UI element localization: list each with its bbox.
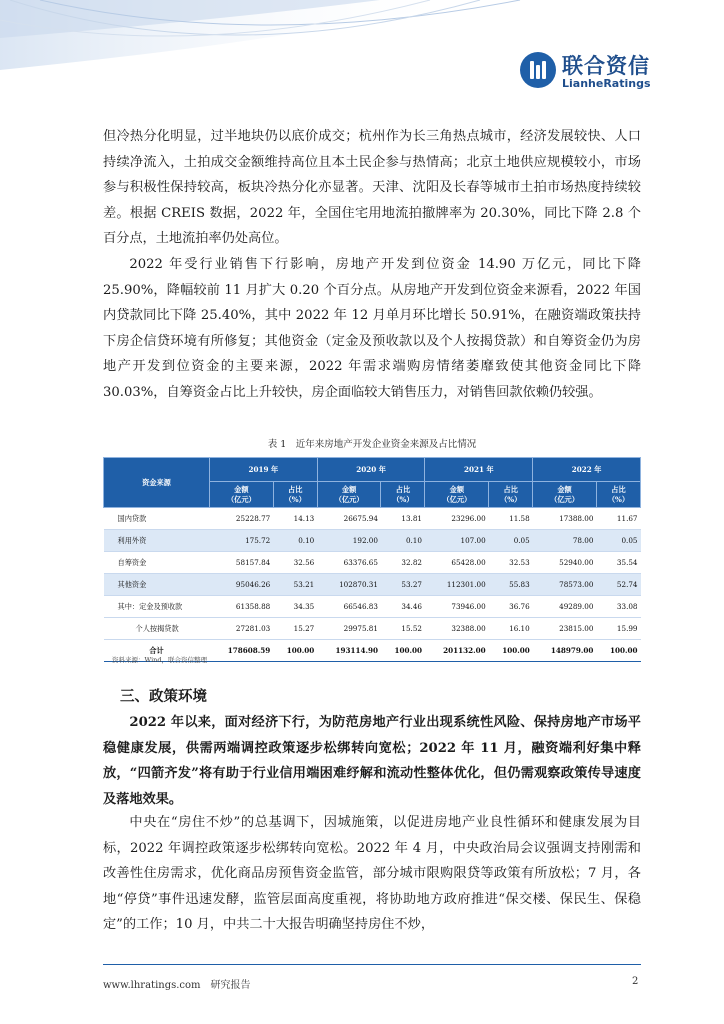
col-header-year: 2022 年 — [533, 458, 641, 482]
table-source-note: 资料来源：Wind，联合资信整理 — [112, 656, 207, 664]
total-share-cell: 100.00 — [489, 640, 533, 662]
share-cell: 35.54 — [596, 552, 640, 574]
amount-cell: 112301.00 — [425, 574, 489, 596]
amount-cell: 63376.65 — [317, 552, 381, 574]
paragraph-1: 但冷热分化明显，过半地块仍以底价成交；杭州作为长三角热点城市，经济发展较快、人口持续净流入，土拍成交金额维持高位且本土民企参与热情高；北京土地供应规模较小，市场参与积极性保持较高，板块冷热分化亦显著。天津、沈阳及长春等城市土拍市场热度持续较差。根据 CREIS 数据，2022 年，全国住宅用地流拍撤牌率为 20.30%，同比下降 2.8 个百分点，土地流拍率仍处高位。 — [103, 129, 641, 247]
amount-cell: 25228.77 — [210, 508, 274, 530]
funding-source-table — [103, 457, 641, 662]
amount-cell: 49289.00 — [533, 596, 597, 618]
share-cell: 34.35 — [273, 596, 317, 618]
table-row — [104, 596, 641, 618]
amount-cell: 61358.88 — [210, 596, 274, 618]
table-row — [104, 574, 641, 596]
row-label: 其中：定金及预收款 — [104, 596, 210, 618]
col-header-source: 资金来源 — [104, 458, 210, 508]
amount-cell: 66546.83 — [317, 596, 381, 618]
amount-cell: 78573.00 — [533, 574, 597, 596]
share-cell: 34.46 — [381, 596, 425, 618]
amount-cell: 175.72 — [210, 530, 274, 552]
table-row — [104, 618, 641, 640]
share-cell: 0.10 — [381, 530, 425, 552]
share-cell: 13.81 — [381, 508, 425, 530]
total-share-cell: 100.00 — [381, 640, 425, 662]
col-header-year: 2020 年 — [317, 458, 425, 482]
amount-cell: 102870.31 — [317, 574, 381, 596]
amount-cell: 29975.81 — [317, 618, 381, 640]
amount-cell: 95046.26 — [210, 574, 274, 596]
share-cell: 32.56 — [273, 552, 317, 574]
share-cell: 16.10 — [489, 618, 533, 640]
table-caption: 表 1 近年来房地产开发企业资金来源及占比情况 — [267, 439, 477, 450]
share-cell: 15.52 — [381, 618, 425, 640]
col-header-year: 2021 年 — [425, 458, 533, 482]
total-label: 合计 — [104, 640, 210, 662]
page-number: 2 — [632, 976, 639, 987]
amount-cell: 78.00 — [533, 530, 597, 552]
share-cell: 32.53 — [489, 552, 533, 574]
total-amount-cell: 148979.00 — [533, 640, 597, 662]
col-header-amount: 金额 （亿元） — [425, 482, 489, 508]
row-label: 自筹资金 — [104, 552, 210, 574]
total-amount-cell: 201132.00 — [425, 640, 489, 662]
amount-cell: 26675.94 — [317, 508, 381, 530]
col-header-amount: 金额 （亿元） — [210, 482, 274, 508]
paragraph-2: 2022 年受行业销售下行影响，房地产开发到位资金 14.90 万亿元，同比下降 25.90%，降幅较前 11 月扩大 0.20 个百分点。从房地产开发到位资金来源看，2022 年国内贷款同比下降 25.40%，其中 2022 年 12 月单月环比增长 50.91%，在融资端政策扶持下房企信贷环境有所修复；其他资金（定金及预收款以及个人按揭贷款）和自筹资金仍为房地产开发到位资金的主要来源，2022 年需求端购房情绪萎靡致使其他资金同比下降 30.03%，自筹资金占比上升较快，房企面临较大销售压力，对销售回款依赖仍较强。 — [103, 257, 641, 400]
row-label: 国内贷款 — [104, 508, 210, 530]
col-header-year: 2019 年 — [210, 458, 318, 482]
share-cell: 15.27 — [273, 618, 317, 640]
amount-cell: 192.00 — [317, 530, 381, 552]
share-cell: 0.10 — [273, 530, 317, 552]
total-amount-cell: 178608.59 — [210, 640, 274, 662]
col-header-amount: 金额 （亿元） — [317, 482, 381, 508]
total-amount-cell: 193114.90 — [317, 640, 381, 662]
company-logo — [520, 52, 710, 96]
logo-mark-icon — [520, 52, 556, 88]
share-cell: 52.74 — [596, 574, 640, 596]
table-row — [104, 552, 641, 574]
amount-cell: 58157.84 — [210, 552, 274, 574]
row-label: 其他资金 — [104, 574, 210, 596]
col-header-amount: 金额 （亿元） — [533, 482, 597, 508]
share-cell: 11.67 — [596, 508, 640, 530]
row-label: 利用外资 — [104, 530, 210, 552]
table-row — [104, 508, 641, 530]
share-cell: 53.21 — [273, 574, 317, 596]
amount-cell: 23815.00 — [533, 618, 597, 640]
share-cell: 55.83 — [489, 574, 533, 596]
footer-site: www.lhratings.com 研究报告 — [103, 980, 251, 991]
share-cell: 53.27 — [381, 574, 425, 596]
col-header-share: 占比 （%） — [273, 482, 317, 508]
share-cell: 0.05 — [489, 530, 533, 552]
amount-cell: 107.00 — [425, 530, 489, 552]
amount-cell: 23296.00 — [425, 508, 489, 530]
amount-cell: 27281.03 — [210, 618, 274, 640]
total-share-cell: 100.00 — [596, 640, 640, 662]
logo-en-text: LianheRatings — [562, 77, 651, 90]
amount-cell: 17388.00 — [533, 508, 597, 530]
share-cell: 0.05 — [596, 530, 640, 552]
section-title: 三、政策环境 — [120, 689, 207, 705]
amount-cell: 65428.00 — [425, 552, 489, 574]
total-share-cell: 100.00 — [273, 640, 317, 662]
col-header-share: 占比 （%） — [489, 482, 533, 508]
col-header-share: 占比 （%） — [381, 482, 425, 508]
paragraph-4: 中央在“房住不炒”的总基调下，因城施策，以促进房地产业良性循环和健康发展为目标，2022 年调控政策逐步松绑转向宽松。2022 年 4 月，中央政治局会议强调支持刚需和改善性住房需求，优化商品房预售资金监管，部分城市限购限贷等政策有所放松；7 月，各地“停贷”事件迅速发酵，监管层面高度重视，将协助地方政府推进“保交楼、保民生、保稳定”的工作；10 月，中共二十大报告明确坚持房住不炒， — [103, 815, 641, 933]
share-cell: 14.13 — [273, 508, 317, 530]
share-cell: 32.82 — [381, 552, 425, 574]
share-cell: 36.76 — [489, 596, 533, 618]
logo-cn-text: 联合资信 — [562, 54, 650, 78]
col-header-share: 占比 （%） — [596, 482, 640, 508]
paragraph-3: 2022 年以来，面对经济下行，为防范房地产行业出现系统性风险、保持房地产市场平稳健康发展，供需两端调控政策逐步松绑转向宽松；2022 年 11 月，融资端利好集中释放，“四箭齐发”将有助于行业信用端困难纾解和流动性整体优化，但仍需观察政策传导速度及落地效果。 — [103, 715, 641, 807]
table-row — [104, 530, 641, 552]
amount-cell: 73946.00 — [425, 596, 489, 618]
amount-cell: 52940.00 — [533, 552, 597, 574]
amount-cell: 32388.00 — [425, 618, 489, 640]
share-cell: 15.99 — [596, 618, 640, 640]
share-cell: 11.58 — [489, 508, 533, 530]
share-cell: 33.08 — [596, 596, 640, 618]
footer-divider — [103, 964, 641, 965]
row-label: 个人按揭贷款 — [104, 618, 210, 640]
